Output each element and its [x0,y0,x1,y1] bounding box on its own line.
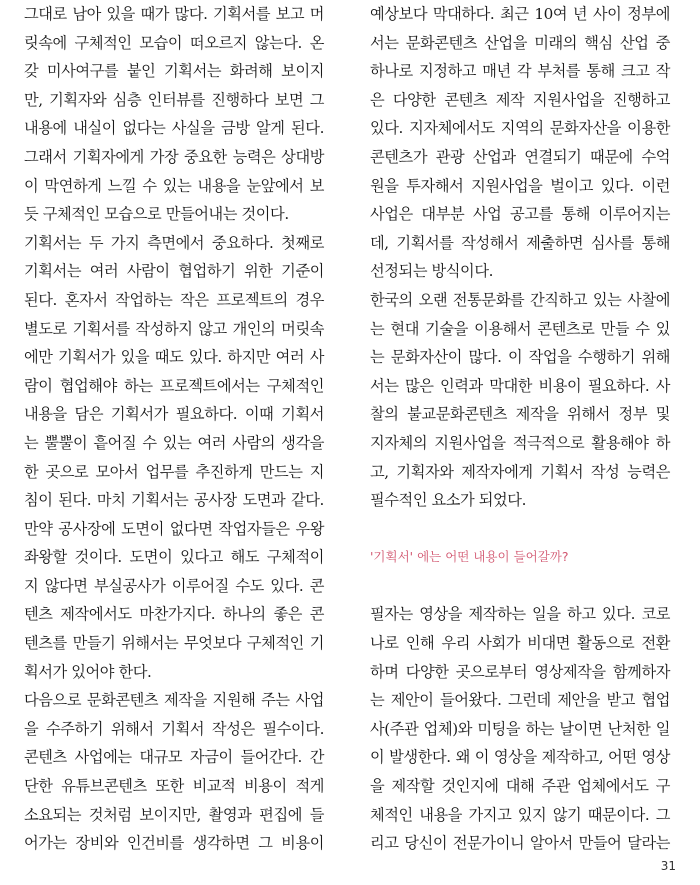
page-number: 31 [660,859,676,873]
paragraph-line: 갖 미사여구를 붙인 기획서는 화려해 보이지 [24,62,324,81]
paragraph-line: 서는 많은 인력과 막대한 비용이 필요하다. 사 [370,376,670,395]
paragraph-line: 지 않다면 부실공사가 이루어질 수도 있다. 콘 [24,576,324,595]
paragraph-line: 는 제안이 들어왔다. 그런데 제안을 받고 협업 [370,691,670,710]
paragraph-line: 된다. 혼자서 작업하는 작은 프로젝트의 경우 [24,290,324,309]
paragraph-line: 람이 협업해야 하는 프로젝트에서는 구체적인 [24,376,324,395]
paragraph-line: 는 뿔뿔이 흩어질 수 있는 여러 사람의 생각을 [24,433,324,452]
paragraph-line: 예상보다 막대하다. 최근 10여 년 사이 정부에 [370,5,670,23]
paragraph-line: 리고 당신이 전문가이니 알아서 만들어 달라는 [370,834,670,853]
paragraph-line: 텐츠 제작에서도 마찬가지다. 하나의 좋은 콘 [24,605,324,624]
paragraph-line: 있다. 지자체에서도 지역의 문화자산을 이용한 [370,119,670,138]
paragraph-line: 체적인 내용을 가지고 있지 않기 때문이다. 그 [370,805,670,824]
paragraph-line: 에만 기획서가 있을 때도 있다. 하지만 여러 사 [24,348,324,367]
paragraph-line: 콘텐츠가 관광 산업과 연결되기 때문에 수억 [370,147,670,166]
paragraph-line: 사업은 대부분 사업 공고를 통해 이루어지는 [370,205,670,224]
paragraph-line: 다음으로 문화콘텐츠 제작을 지원해 주는 사업 [24,691,324,710]
paragraph-line: 내용을 담은 기획서가 필요하다. 이때 기획서 [24,405,324,424]
paragraph-line: 필수적인 요소가 되었다. [370,491,526,510]
paragraph-line: 하나로 지정하고 매년 각 부처를 통해 크고 작 [370,62,670,81]
paragraph-line: 기획서는 두 가지 측면에서 중요하다. 첫째로 [24,233,324,252]
right-column [370,0,670,858]
paragraph-line: 텐츠를 만들기 위해서는 무엇보다 구체적인 기 [24,634,324,653]
paragraph-line: 필자는 영상을 제작하는 일을 하고 있다. 코로 [370,605,670,624]
paragraph-line: 듯 구체적인 모습으로 만들어내는 것이다. [24,205,289,224]
paragraph-line: 콘텐츠 사업에는 대규모 자금이 들어간다. 간 [24,748,324,767]
paragraph-line: 획서가 있어야 한다. [24,662,152,681]
paragraph-line: 고, 기획자와 제작자에게 기획서 작성 능력은 [370,462,670,481]
paragraph-line: 릿속에 구체적인 모습이 떠오르지 않는다. 온 [24,33,324,52]
section-spacer [370,572,670,601]
paragraph-line: 내용에 내실이 없다는 사실을 금방 알게 된다. [24,119,324,138]
paragraph-line: 는 현대 기술을 이용해서 콘텐츠로 만들 수 있 [370,319,670,338]
paragraph-line: 한 곳으로 모아서 업무를 추진하게 만드는 지 [24,462,324,481]
paragraph-line: 는 문화자산이 많다. 이 작업을 수행하기 위해 [370,348,670,367]
paragraph-line: 한국의 오랜 전통문화를 간직하고 있는 사찰에 [370,290,670,309]
paragraph-line: 침이 된다. 마치 기획서는 공사장 도면과 같다. [24,491,324,510]
paragraph-line: 이 발생한다. 왜 이 영상을 제작하고, 어떤 영상 [370,748,670,767]
paragraph-line: 어가는 장비와 인건비를 생각하면 그 비용이 [24,834,324,853]
paragraph-line: 선정되는 방식이다. [370,262,494,281]
paragraph-line: 서는 문화콘텐츠 산업을 미래의 핵심 산업 중 [370,33,670,52]
paragraph-line: 그대로 남아 있을 때가 많다. 기획서를 보고 머 [24,5,324,23]
paragraph-line: 데, 기획서를 작성해서 제출하면 심사를 통해 [370,233,670,252]
paragraph-line: 만, 기획자와 심층 인터뷰를 진행하다 보면 그 [24,90,324,109]
paragraph-line: 소요되는 것처럼 보이지만, 촬영과 편집에 들 [24,805,324,824]
paragraph-line: 은 다양한 콘텐츠 제작 지원사업을 진행하고 [370,90,670,109]
paragraph-line: 사(주관 업체)와 미팅을 하는 날이면 난처한 일 [370,719,670,738]
paragraph-line: 을 제작할 것인지에 대해 주관 업체에서도 구 [370,777,670,796]
paragraph-line: 나로 인해 우리 사회가 비대면 활동으로 전환 [370,634,670,653]
left-column [24,0,324,858]
paragraph-line: 찰의 불교문화콘텐츠 제작을 위해서 정부 및 [370,405,670,424]
paragraph-line: 만약 공사장에 도면이 없다면 작업자들은 우왕 [24,519,324,538]
paragraph-line: 단한 유튜브콘텐츠 또한 비교적 비용이 적게 [24,777,324,796]
paragraph-line: 원을 투자해서 지원사업을 벌이고 있다. 이런 [370,176,670,195]
paragraph-line: 그래서 기획자에게 가장 중요한 능력은 상대방 [24,147,324,166]
section-spacer [370,515,670,544]
paragraph-line: 을 수주하기 위해서 기획서 작성은 필수이다. [24,719,324,738]
paragraph-line: 이 막연하게 느낄 수 있는 내용을 눈앞에서 보 [24,176,324,195]
paragraph-line: 하며 다양한 곳으로부터 영상제작을 함께하자 [370,662,670,681]
paragraph-line: 지자체의 지원사업을 적극적으로 활용해야 하 [370,433,670,452]
paragraph-line: 기획서는 여러 사람이 협업하기 위한 기준이 [24,262,324,281]
section-subheading: '기획서' 에는 어떤 내용이 들어갈까? [370,549,569,565]
paragraph-line: 좌왕할 것이다. 도면이 있다고 해도 구체적이 [24,548,324,567]
paragraph-line: 별도로 기획서를 작성하지 않고 개인의 머릿속 [24,319,324,338]
